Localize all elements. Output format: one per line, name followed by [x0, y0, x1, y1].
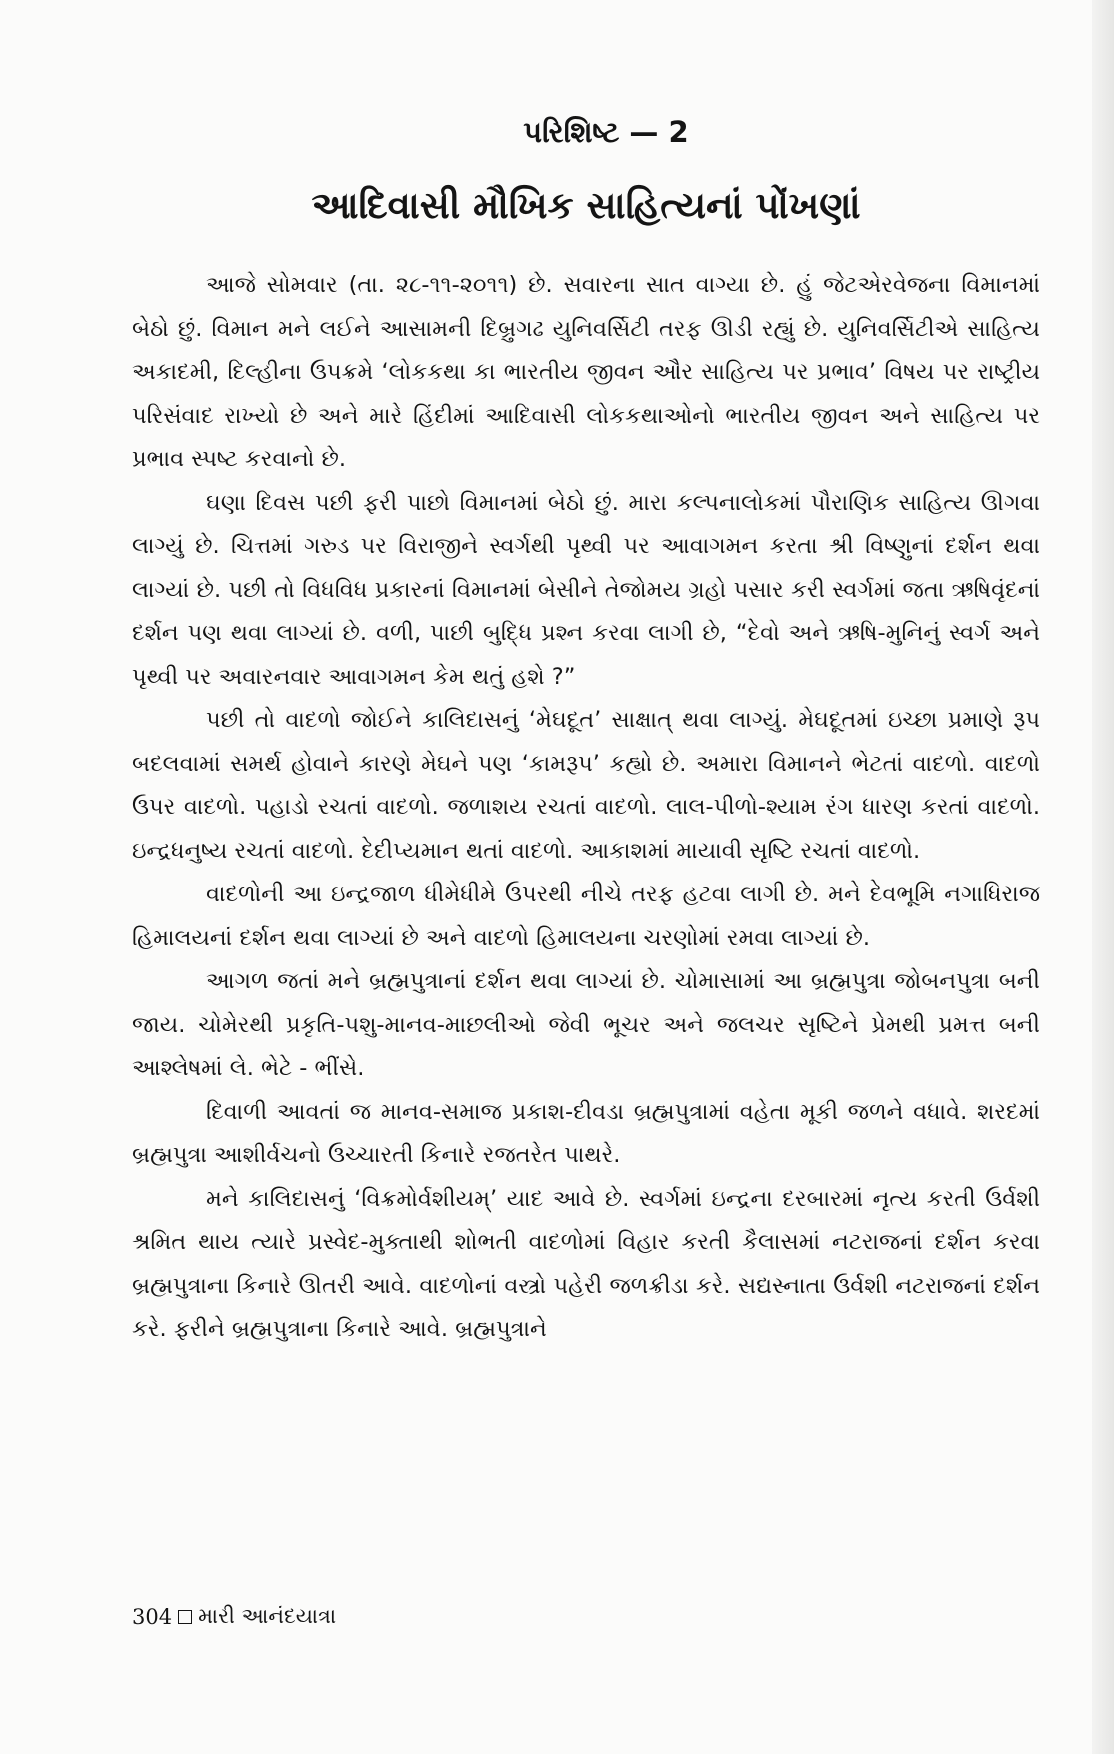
running-book-title: મારી આનંદયાત્રા [198, 1604, 337, 1628]
body-text [132, 264, 1040, 1352]
paragraph-6: દિવાળી આવતાં જ માનવ-સમાજ પ્રકાશ-દીવડા બ્રહ્મપુત્રામાં વહેતા મૂકી જળને વધાવે. શરદમાં બ્રહ્મપુત્રા આશીર્વચનો ઉચ્ચારતી કિનારે રજતરેત પાથરે. [132, 1098, 1040, 1168]
paragraph-7: મને કાલિદાસનું ‘વિક્રમોર્વશીયમ્’ યાદ આવે છે. સ્વર્ગમાં ઇન્દ્રના દરબારમાં નૃત્ય કરતી ઉર્વશી શ્રમિત થાય ત્યારે પ્રસ્વેદ-મુક્તાથી શોભતી વાદળોમાં વિહાર કરતી કૈલાસમાં નટરાજનાં દર્શન કરવા બ્રહ્મપુત્રાના કિનારે ઊતરી આવે. વાદળોનાં વસ્ત્રો પહેરી જળક્રીડા કરે. સદ્યસ્નાતા ઉર્વશી નટરાજનાં દર્શન કરે. ફરીને બ્રહ્મપુત્રાના કિનારે આવે. બ્રહ્મપુત્રાને [132, 1185, 1040, 1342]
paragraph-3: પછી તો વાદળો જોઈને કાલિદાસનું ‘મેઘદૂત’ સાક્ષાત્ થવા લાગ્યું. મેઘદૂતમાં ઇચ્છા પ્રમાણે રૂપ બદલવામાં સમર્થ હોવાને કારણે મેઘને પણ ‘કામરૂપ’ કહ્યો છે. અમારા વિમાનને ભેટતાં વાદળો. વાદળો ઉપર વાદળો. પહાડો રચતાં વાદળો. જળાશય રચતાં વાદળો. લાલ-પીળો-શ્યામ રંગ ધારણ કરતાં વાદળો. ઇન્દ્રધનુષ્ય રચતાં વાદળો. દેદીપ્યમાન થતાં વાદળો. આકાશમાં માયાવી સૃષ્ટિ રચતાં વાદળો. [132, 707, 1040, 864]
appendix-heading: પરિશિષ્ટ — 2 [523, 115, 689, 149]
square-icon [178, 1610, 192, 1624]
page-number: 304 [132, 1604, 173, 1629]
page-content [132, 112, 1040, 1352]
page-footer [132, 1604, 336, 1629]
paragraph-2: ઘણા દિવસ પછી ફરી પાછો વિમાનમાં બેઠો છું. મારા કલ્પનાલોકમાં પૌરાણિક સાહિત્ય ઊગવા લાગ્યું છે. ચિત્તમાં ગરુડ પર વિરાજીને સ્વર્ગથી પૃથ્વી પર આવાગમન કરતા શ્રી વિષ્ણુનાં દર્શન થવા લાગ્યાં છે. પછી તો વિધવિધ પ્રકારનાં વિમાનમાં બેસીને તેજોમય ગ્રહો પસાર કરી સ્વર્ગમાં જતા ઋષિવૃંદનાં દર્શન પણ થવા લાગ્યાં છે. વળી, પાછી બુદ્ધિ પ્રશ્ન કરવા લાગી છે, “દેવો અને ઋષિ-મુનિનું સ્વર્ગ અને પૃથ્વી પર અવારનવાર આવાગમન કેમ થતું હશે ?” [132, 489, 1040, 690]
paragraph-1: આજે સોમવાર (તા. ૨૮-૧૧-૨૦૧૧) છે. સવારના સાત વાગ્યા છે. હું જેટએરવેજના વિમાનમાં બેઠો છું. વિમાન મને લઈને આસામની દિબ્રુગઢ યુનિવર્સિટી તરફ ઊડી રહ્યું છે. યુનિવર્સિટીએ સાહિત્ય અકાદમી, દિલ્હીના ઉપક્રમે ‘લોકકથા કા ભારતીય જીવન ઔર સાહિત્ય પર પ્રભાવ’ વિષય પર રાષ્ટ્રીય પરિસંવાદ રાખ્યો છે અને મારે હિંદીમાં આદિવાસી લોકકથાઓનો ભારતીય જીવન અને સાહિત્ય પર પ્રભાવ સ્પષ્ટ કરવાનો છે. [132, 272, 1040, 472]
chapter-title: આદિવાસી મૌખિક સાહિત્યનાં પોંખણાં [311, 184, 861, 227]
page-edge-shadow [1092, 0, 1114, 1754]
paragraph-5: આગળ જતાં મને બ્રહ્મપુત્રાનાં દર્શન થવા લાગ્યાં છે. ચોમાસામાં આ બ્રહ્મપુત્રા જોબનપુત્રા બની જાય. ચોમેરથી પ્રકૃતિ-પશુ-માનવ-માછલીઓ જેવી ભૂચર અને જલચર સૃષ્ટિને પ્રેમથી પ્રમત્ત બની આશ્લેષમાં લે. ભેટે - ભીંસે. [132, 968, 1040, 1081]
paragraph-4: વાદળોની આ ઇન્દ્રજાળ ધીમેધીમે ઉપરથી નીચે તરફ હટવા લાગી છે. મને દેવભૂમિ નગાધિરાજ હિમાલયનાં દર્શન થવા લાગ્યાં છે અને વાદળો હિમાલયના ચરણોમાં રમવા લાગ્યાં છે. [132, 881, 1040, 951]
